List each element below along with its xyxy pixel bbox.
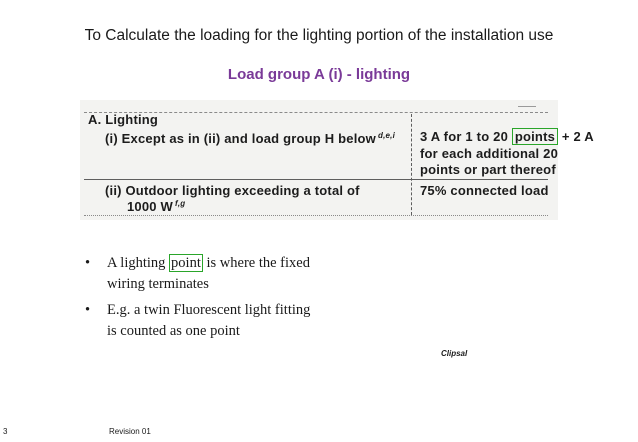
lighting-load-table-image <box>80 100 594 220</box>
table-row2-footnote: f,g <box>175 199 186 208</box>
bullet-marker: • <box>85 255 91 271</box>
highlight-points: points <box>512 128 558 145</box>
table-row2-left-line1: (ii) Outdoor lighting exceeding a total of <box>105 183 360 198</box>
table-column-divider <box>411 114 412 215</box>
table-section-label: A. Lighting <box>88 112 159 127</box>
table-row1-right-before: 3 A for 1 to 20 <box>420 129 512 144</box>
bullet-list <box>85 253 315 347</box>
table-row1-left <box>105 131 395 146</box>
bullet-item <box>85 253 315 295</box>
source-label: Clipsal <box>441 349 468 358</box>
bullet-marker: • <box>85 302 91 318</box>
table-row2-left-line2 <box>127 199 185 214</box>
slide-subtitle: Load group A (i) - lighting <box>227 66 411 83</box>
table-row2-right: 75% connected load <box>420 183 549 198</box>
table-row1-left-text: (i) Except as in (ii) and load group H below <box>105 131 376 146</box>
slide-title: To Calculate the loading for the lighting portion of the installation use <box>84 27 554 44</box>
bullet1-after: is where the fixed wiring terminates <box>107 255 310 292</box>
revision-label: Revision 01 <box>109 427 151 436</box>
page-number: 3 <box>3 427 8 436</box>
table-bottom-edge <box>84 215 548 216</box>
table-row1-right-line2: for each additional 20 <box>420 146 559 161</box>
table-row1-footnote: d,e,i <box>377 131 395 140</box>
table-row1-right-after: + 2 A <box>558 129 594 144</box>
table-row-divider <box>84 179 548 180</box>
bullet-item <box>85 300 315 342</box>
table-corner-mark <box>518 106 536 107</box>
bullet2-text: E.g. a twin Fluorescent light fitting is counted as one point <box>107 302 311 339</box>
table-row1-right-line1 <box>420 129 594 144</box>
highlight-point: point <box>171 255 201 271</box>
bullet1-before: A lighting <box>107 255 170 271</box>
table-row1-right-line3: points or part thereof <box>420 162 556 177</box>
table-row2-left-text: 1000 W <box>127 199 174 214</box>
